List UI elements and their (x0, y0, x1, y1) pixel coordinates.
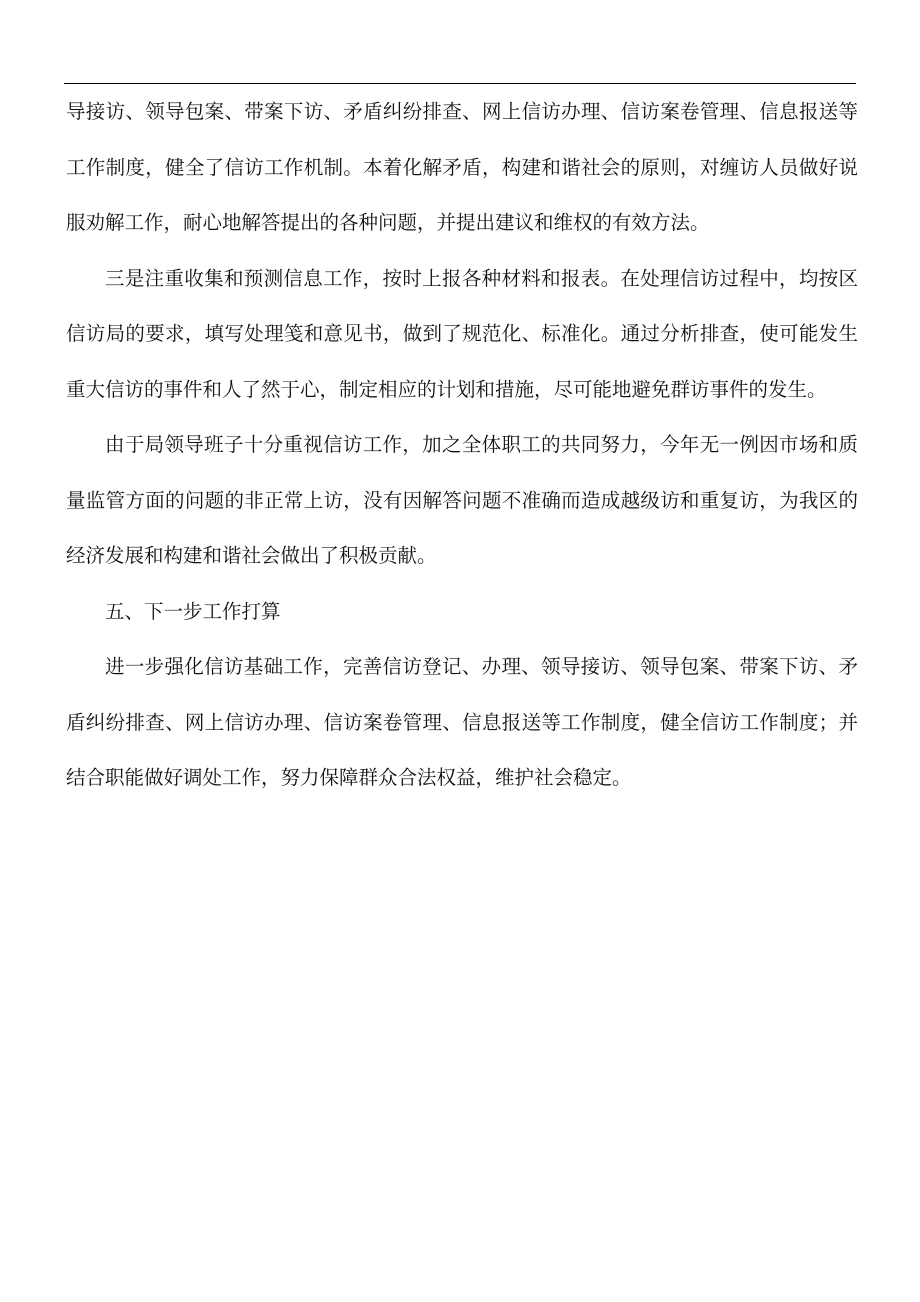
paragraph-continuation: 导接访、领导包案、带案下访、矛盾纠纷排查、网上信访办理、信访案卷管理、信息报送等工作制度，健全了信访工作机制。本着化解矛盾，构建和谐社会的原则，对缠访人员做好说服劝解工作，耐心地解答提出的各种问题，并提出建议和维权的有效方法。 (66, 100, 858, 234)
section-heading-next-steps: 五、下一步工作打算 (105, 599, 281, 623)
paragraph-achievements: 由于局领导班子十分重视信访工作，加之全体职工的共同努力，今年无一例因市场和质量监管方面的问题的非正常上访，没有因解答问题不准确而造成越级访和重复访，为我区的经济发展和构建和谐社会做出了积极贡献。 (66, 433, 858, 567)
paragraph-information-work: 三是注重收集和预测信息工作，按时上报各种材料和报表。在处理信访过程中，均按区信访局的要求，填写处理笺和意见书，做到了规范化、标准化。通过分析排查，使可能发生重大信访的事件和人了然于心，制定相应的计划和措施，尽可能地避免群访事件的发生。 (66, 266, 858, 401)
document-body (66, 84, 858, 806)
paragraph-next-steps: 进一步强化信访基础工作，完善信访登记、办理、领导接访、领导包案、带案下访、矛盾纠纷排查、网上信访办理、信访案卷管理、信息报送等工作制度，健全信访工作制度；并结合职能做好调处工作，努力保障群众合法权益，维护社会稳定。 (66, 655, 858, 789)
